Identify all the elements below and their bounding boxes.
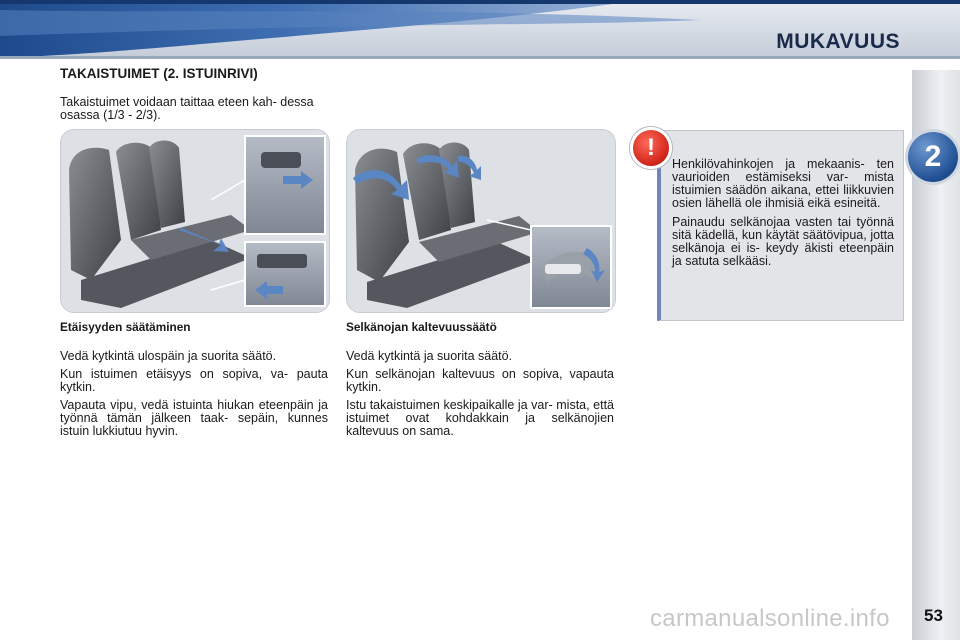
- section-title: TAKAISTUIMET (2. ISTUINRIVI): [60, 66, 258, 81]
- distance-adjustment-section: [60, 321, 328, 443]
- page-header-title: MUKAVUUS: [776, 30, 900, 53]
- backrest-step-3: Istu takaistuimen keskipaikalle ja var- mista, että istuimet ovat kohdakkain ja selkänojien kaltevuus on sama.: [346, 398, 614, 438]
- distance-step-3: Vapauta vipu, vedä istuinta hiukan eteenpäin ja työnnä tämän jälkeen taak- sepäin, kunnes istuin lukkiutuu hyvin.: [60, 398, 328, 438]
- distance-step-2: Kun istuimen etäisyys on sopiva, va- pauta kytkin.: [60, 367, 328, 394]
- header-band: [0, 0, 960, 62]
- backrest-adjustment-section: [346, 321, 614, 443]
- warning-paragraph-2: Painaudu selkänojaa vasten tai työnnä sitä kädellä, kun käytät säätövipua, jotta selkänoja ei is- keydy äkisti eteenpäin ja satuta selkääsi.: [672, 215, 894, 268]
- page-number: 53: [924, 606, 943, 625]
- watermark: carmanualsonline.info: [650, 605, 890, 632]
- distance-step-1: Vedä kytkintä ulospäin ja suorita säätö.: [60, 349, 277, 363]
- chapter-tab[interactable]: 2: [908, 132, 958, 182]
- warning-text: [672, 158, 894, 274]
- backrest-adjustment-heading: Selkänojan kaltevuussäätö: [346, 320, 497, 334]
- backrest-step-2: Kun selkänojan kaltevuus on sopiva, vapauta kytkin.: [346, 367, 614, 394]
- distance-adjustment-heading: Etäisyyden säätäminen: [60, 320, 191, 334]
- warning-paragraph-1: Henkilövahinkojen ja mekaanis- ten vaurioiden estämiseksi var- mista istuimien säädön aikana, ettei liikkuvien osien lähellä ole ihmisiä eikä esineitä.: [672, 157, 894, 210]
- backrest-step-1: Vedä kytkintä ja suorita säätö.: [346, 349, 513, 363]
- seat-distance-illustration: [60, 129, 330, 313]
- section-intro: Takaistuimet voidaan taittaa eteen kah- dessa osassa (1/3 - 2/3).: [60, 95, 314, 122]
- exclamation-icon: !: [630, 127, 672, 169]
- backrest-recline-illustration: [346, 129, 616, 313]
